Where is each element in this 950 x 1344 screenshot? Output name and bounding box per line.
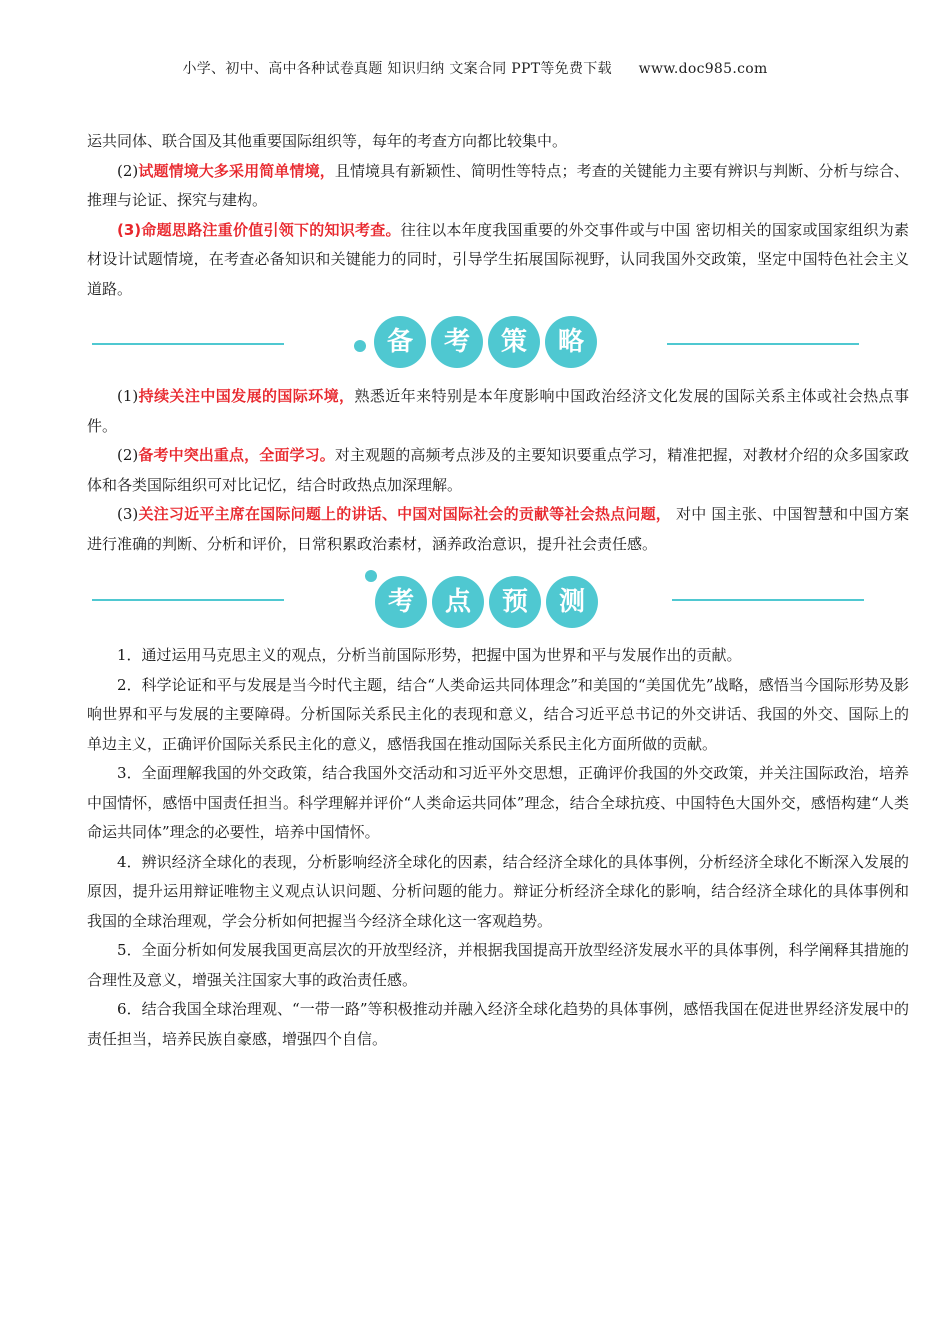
paragraph-3: (3)命题思路注重价值引领下的知识考查。往往以本年度我国重要的外交事件或与中国 密切相关的国家或国家组织为素材设计试题情境，在考查必备知识和关键能力的同时，引导学生拓展国际视野，认同我国外交政策，坚定中国特色社会主义道路。 [87,220,909,298]
strategy-section [87,382,909,559]
emphasis: 持续关注中国发展的国际环境， [138,387,355,405]
strategy-2: (2)备考中突出重点，全面学习。对主观题的高频考点涉及的主要知识要重点学习，精准把握，对教材介绍的众多国家政体和各类国际组织可对比记忆，结合时政热点加深理解。 [87,446,909,494]
top-section [87,127,909,304]
banner-dot [365,570,377,582]
prediction-item: 4．辨识经济全球化的表现，分析影响经济全球化的因素，结合经济全球化的具体事例，分析经济全球化不断深入发展的原因，提升运用辩证唯物主义观点认识问题、分析问题的能力。辩证分析经济全球化的影响，结合经济全球化的具体事例和我国的全球治理观，学会分析如何把握当今经济全球化这一客观趋势。 [87,852,909,930]
banner-line-right [667,343,859,345]
prediction-item: 5．全面分析如何发展我国更高层次的开放型经济，并根据我国提高开放型经济发展水平的具体事例，科学阐释其措施的合理性及意义，增强关注国家大事的政治责任感。 [87,941,909,989]
page-header [0,58,950,78]
strategy-3: (3)关注习近平主席在国际问题上的讲话、中国对国际社会的贡献等社会热点问题， 对中 国主张、中国智慧和中国方案进行准确的判断、分析和评价，日常积累政治素材，涵养政治意识，提升社会责任感。 [87,505,909,553]
paragraph-2: (2)试题情境大多采用简单情境，且情境具有新颖性、简明性等特点；考查的关键能力主要有辨识与判断、分析与综合、推理与论证、探究与建构。 [87,161,909,209]
banner-char-1: 备 [374,316,426,368]
banner-char-1: 考 [375,576,427,628]
paragraph-1: 运共同体、联合国及其他重要国际组织等，每年的考查方向都比较集中。 [87,132,568,150]
banner-dot [354,340,366,352]
header-text: 小学、初中、高中各种试卷真题 知识归纳 文案合同 PPT等免费下载 [182,61,612,77]
banner-char-2: 点 [432,576,484,628]
header-site[interactable]: www.doc985.com [638,61,768,77]
emphasis: (3)命题思路注重价值引领下的知识考查。 [117,220,401,239]
banner-line-right [672,599,864,601]
banner-char-2: 考 [431,316,483,368]
prediction-section [87,641,909,1054]
banner-char-3: 预 [489,576,541,628]
prediction-item: 6．结合我国全球治理观、“一带一路”等积极推动并融入经济全球化趋势的具体事例，感悟我国在促进世界经济发展中的责任担当，培养民族自豪感，增强四个自信。 [87,1000,909,1048]
strategy-1: (1)持续关注中国发展的国际环境，熟悉近年来特别是本年度影响中国政治经济文化发展的国际关系主体或社会热点事件。 [87,387,909,435]
emphasis: 关注习近平主席在国际问题上的讲话、中国对国际社会的贡献等社会热点问题， [138,505,671,523]
banner-prediction [87,572,867,628]
prediction-item: 1．通过运用马克思主义的观点，分析当前国际形势，把握中国为世界和平与发展作出的贡献。 [117,646,742,664]
banner-strategy [87,316,867,372]
prediction-item: 3．全面理解我国的外交政策，结合我国外交活动和习近平外交思想，正确评价我国的外交政策，并关注国际政治，培养中国情怀，感悟中国责任担当。科学理解并评价“人类命运共同体”理念，结合全球抗疫、中国特色大国外交，感悟构建“人类命运共同体”理念的必要性，培养中国情怀。 [87,764,909,841]
emphasis: 试题情境大多采用简单情境， [138,161,335,180]
banner-line-left [92,343,284,345]
prediction-item: 2．科学论证和平与发展是当今时代主题，结合“人类命运共同体理念”和美国的“美国优先”战略，感悟当今国际形势及影响世界和平与发展的主要障碍。分析国际关系民主化的表现和意义，结合习近平总书记的外交讲话、我国的外交、国际上的单边主义，正确评价国际关系民主化的意义，感悟我国在推动国际关系民主化方面所做的贡献。 [87,675,909,753]
banner-char-4: 略 [545,316,597,368]
banner-char-4: 测 [546,576,598,628]
banner-line-left [92,599,284,601]
banner-char-3: 策 [488,316,540,368]
emphasis: 备考中突出重点，全面学习。 [138,446,335,464]
